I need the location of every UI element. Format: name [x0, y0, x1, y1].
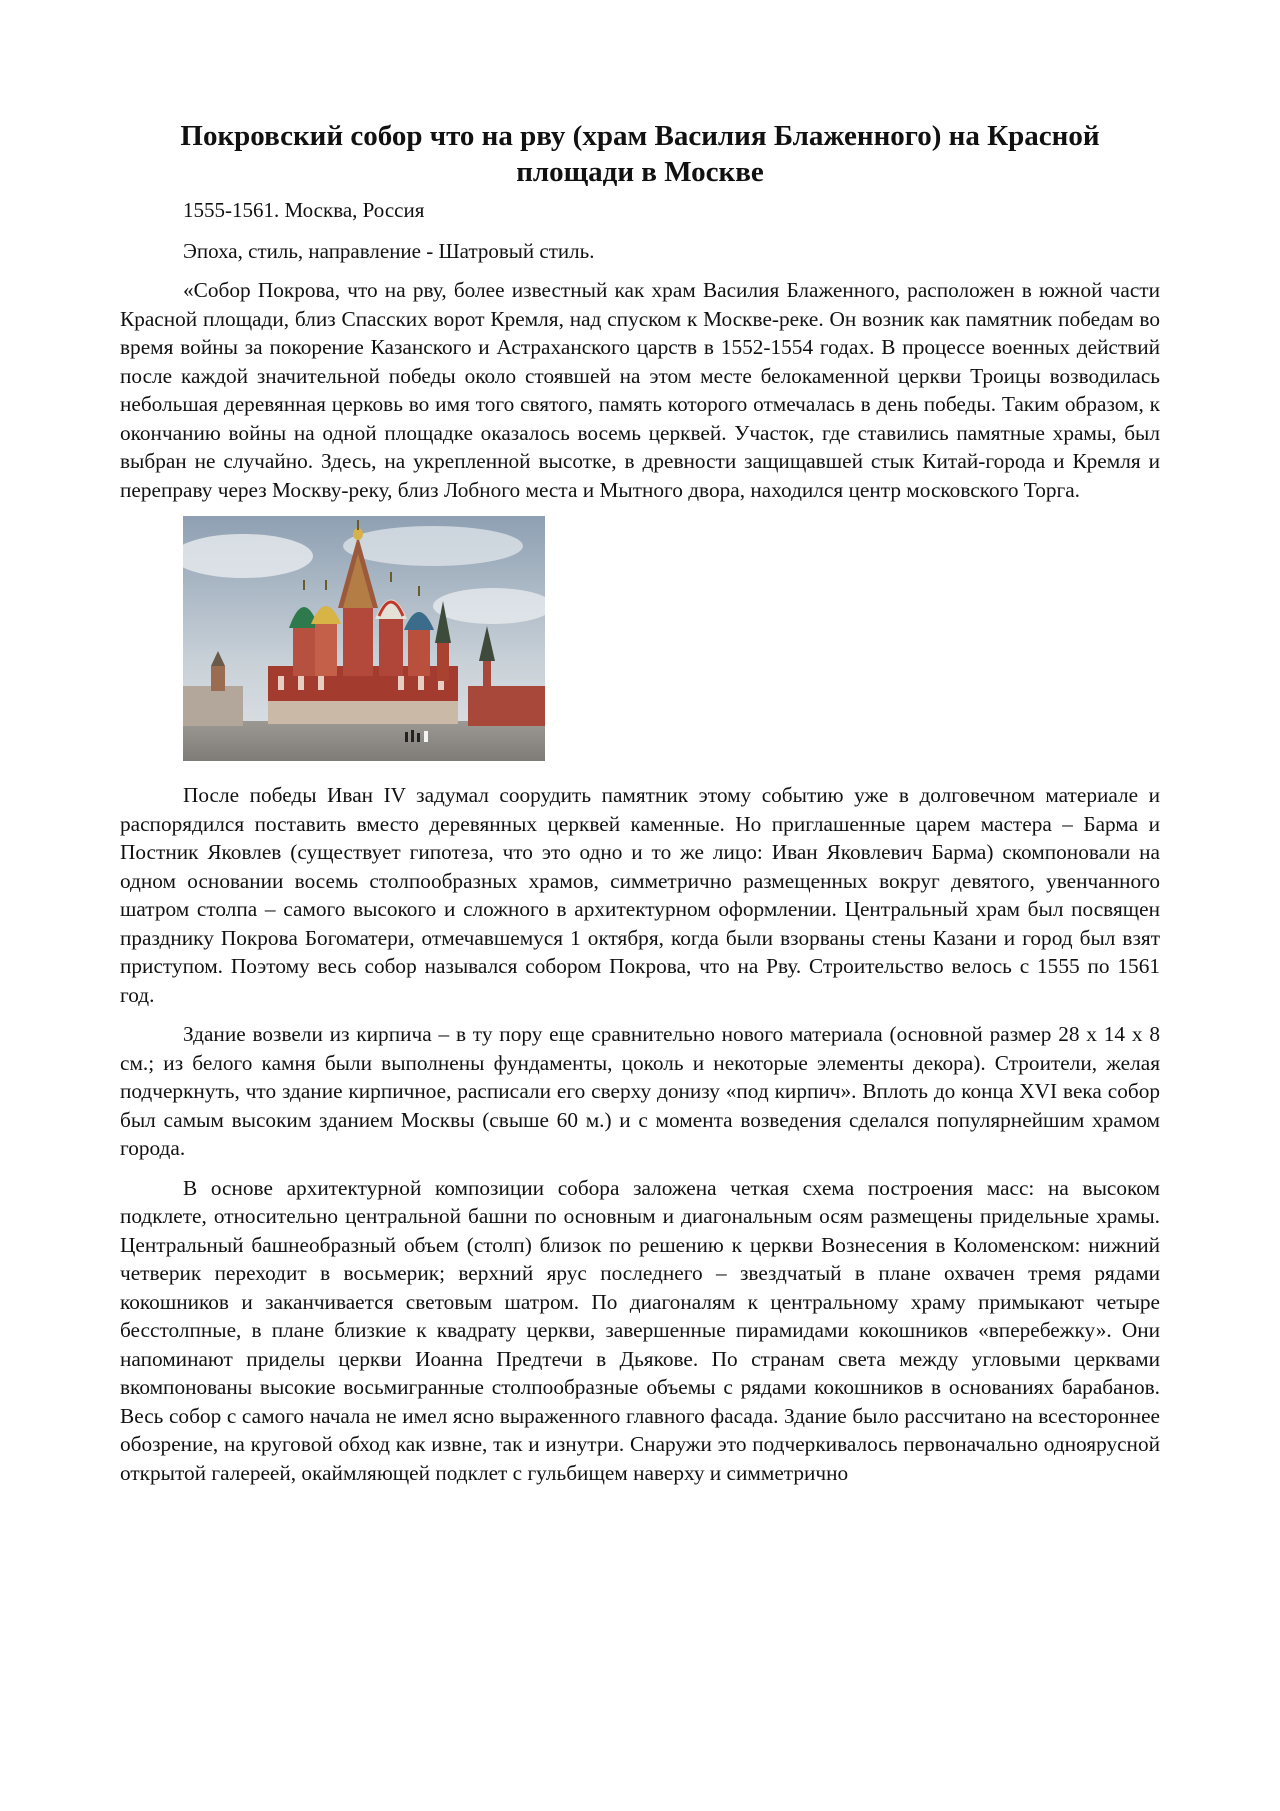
cathedral-photo [183, 516, 545, 761]
document-title: Покровский собор что на рву (храм Василия Блаженного) на Красной площади в Москве [180, 120, 1100, 188]
paragraph-1: «Собор Покрова, что на рву, более известный как храм Василия Блаженного, расположен в южной части Красной площади, близ Спасских ворот Кремля, над спуском к Москве-реке. Он возник как памятник победам во время войны за покорение Казанского и Астраханского царств в 1552-1554 годах. В процессе военных действий после каждой значительной победы около стоявшей на этом месте белокаменной церкви Троицы возводилась небольшая деревянная церковь во имя того святого, память которого отмечалась в день победы. Таким образом, к окончанию войны на одной площадке оказалось восемь церквей. Участок, где ставились памятные храмы, был выбран не случайно. Здесь, на укрепленной высотке, в древности защищавшей стык Китай-города и Кремля и переправу через Москву-реку, близ Лобного места и Мытного двора, находился центр московского Торга. [120, 278, 1160, 502]
style-line: Эпоха, стиль, направление - Шатровый стиль. [183, 239, 595, 263]
dates-place: 1555-1561. Москва, Россия [183, 198, 425, 222]
paragraph-2: После победы Иван IV задумал соорудить памятник этому событию уже в долговечном материале и распорядился поставить вместо деревянных церквей каменные. Но приглашенные царем мастера – Барма и Постник Яковлев (существует гипотеза, что это одно и то же лицо: Иван Яковлевич Барма) скомпоновали на одном основании восемь столпообразных храмов, симметрично размещенных вокруг девятого, увенчанного шатром столпа – самого высокого и сложного в архитектурном оформлении. Центральный храм был посвящен празднику Покрова Богоматери, отмечавшемуся 1 октября, когда были взорваны стены Казани и город был взят приступом. Поэтому весь собор назывался собором Покрова, что на Рву. Строительство велось с 1555 по 1561 год. [120, 783, 1160, 1007]
paragraph-3: Здание возвели из кирпича – в ту пору еще сравнительно нового материала (основной размер 28 х 14 х 8 см.; из белого камня были выполнены фундаменты, цоколь и некоторые элементы декора). Строители, желая подчеркнуть, что здание кирпичное, расписали его сверху донизу «под кирпич». Вплоть до конца XVI века собор был самым высоким зданием Москвы (свыше 60 м.) и с момента возведения сделался популярнейшим храмом города. [120, 1022, 1160, 1160]
paragraph-4: В основе архитектурной композиции собора заложена четкая схема построения масс: на высоком подклете, относительно центральной башни по основным и диагональным осям размещены придельные храмы. Центральный башнеобразный объем (столп) близок по решению к церкви Вознесения в Коломенском: нижний четверик переходит в восьмерик; верхний ярус последнего – звездчатый в плане охвачен тремя рядами кокошников и заканчивается световым шатром. По диагоналям к центральному храму примыкают четыре бесстолпные, в плане близкие к квадрату церкви, завершенные пирамидами кокошников «вперебежку». Они напоминают приделы церкви Иоанна Предтечи в Дьякове. По странам света между угловыми церквами вкомпонованы высокие восьмигранные столпообразные объемы с рядами кокошников в основаниях барабанов. Весь собор с самого начала не имел ясно выраженного главного фасада. Здание было рассчитано на всестороннее обозрение, на круговой обход как извне, так и изнутри. Снаружи это подчеркивалось первоначально одноярусной открытой галереей, окаймляющей подклет с гульбищем наверху и симметрично [120, 1175, 1160, 1485]
document-page [120, 118, 1160, 1487]
